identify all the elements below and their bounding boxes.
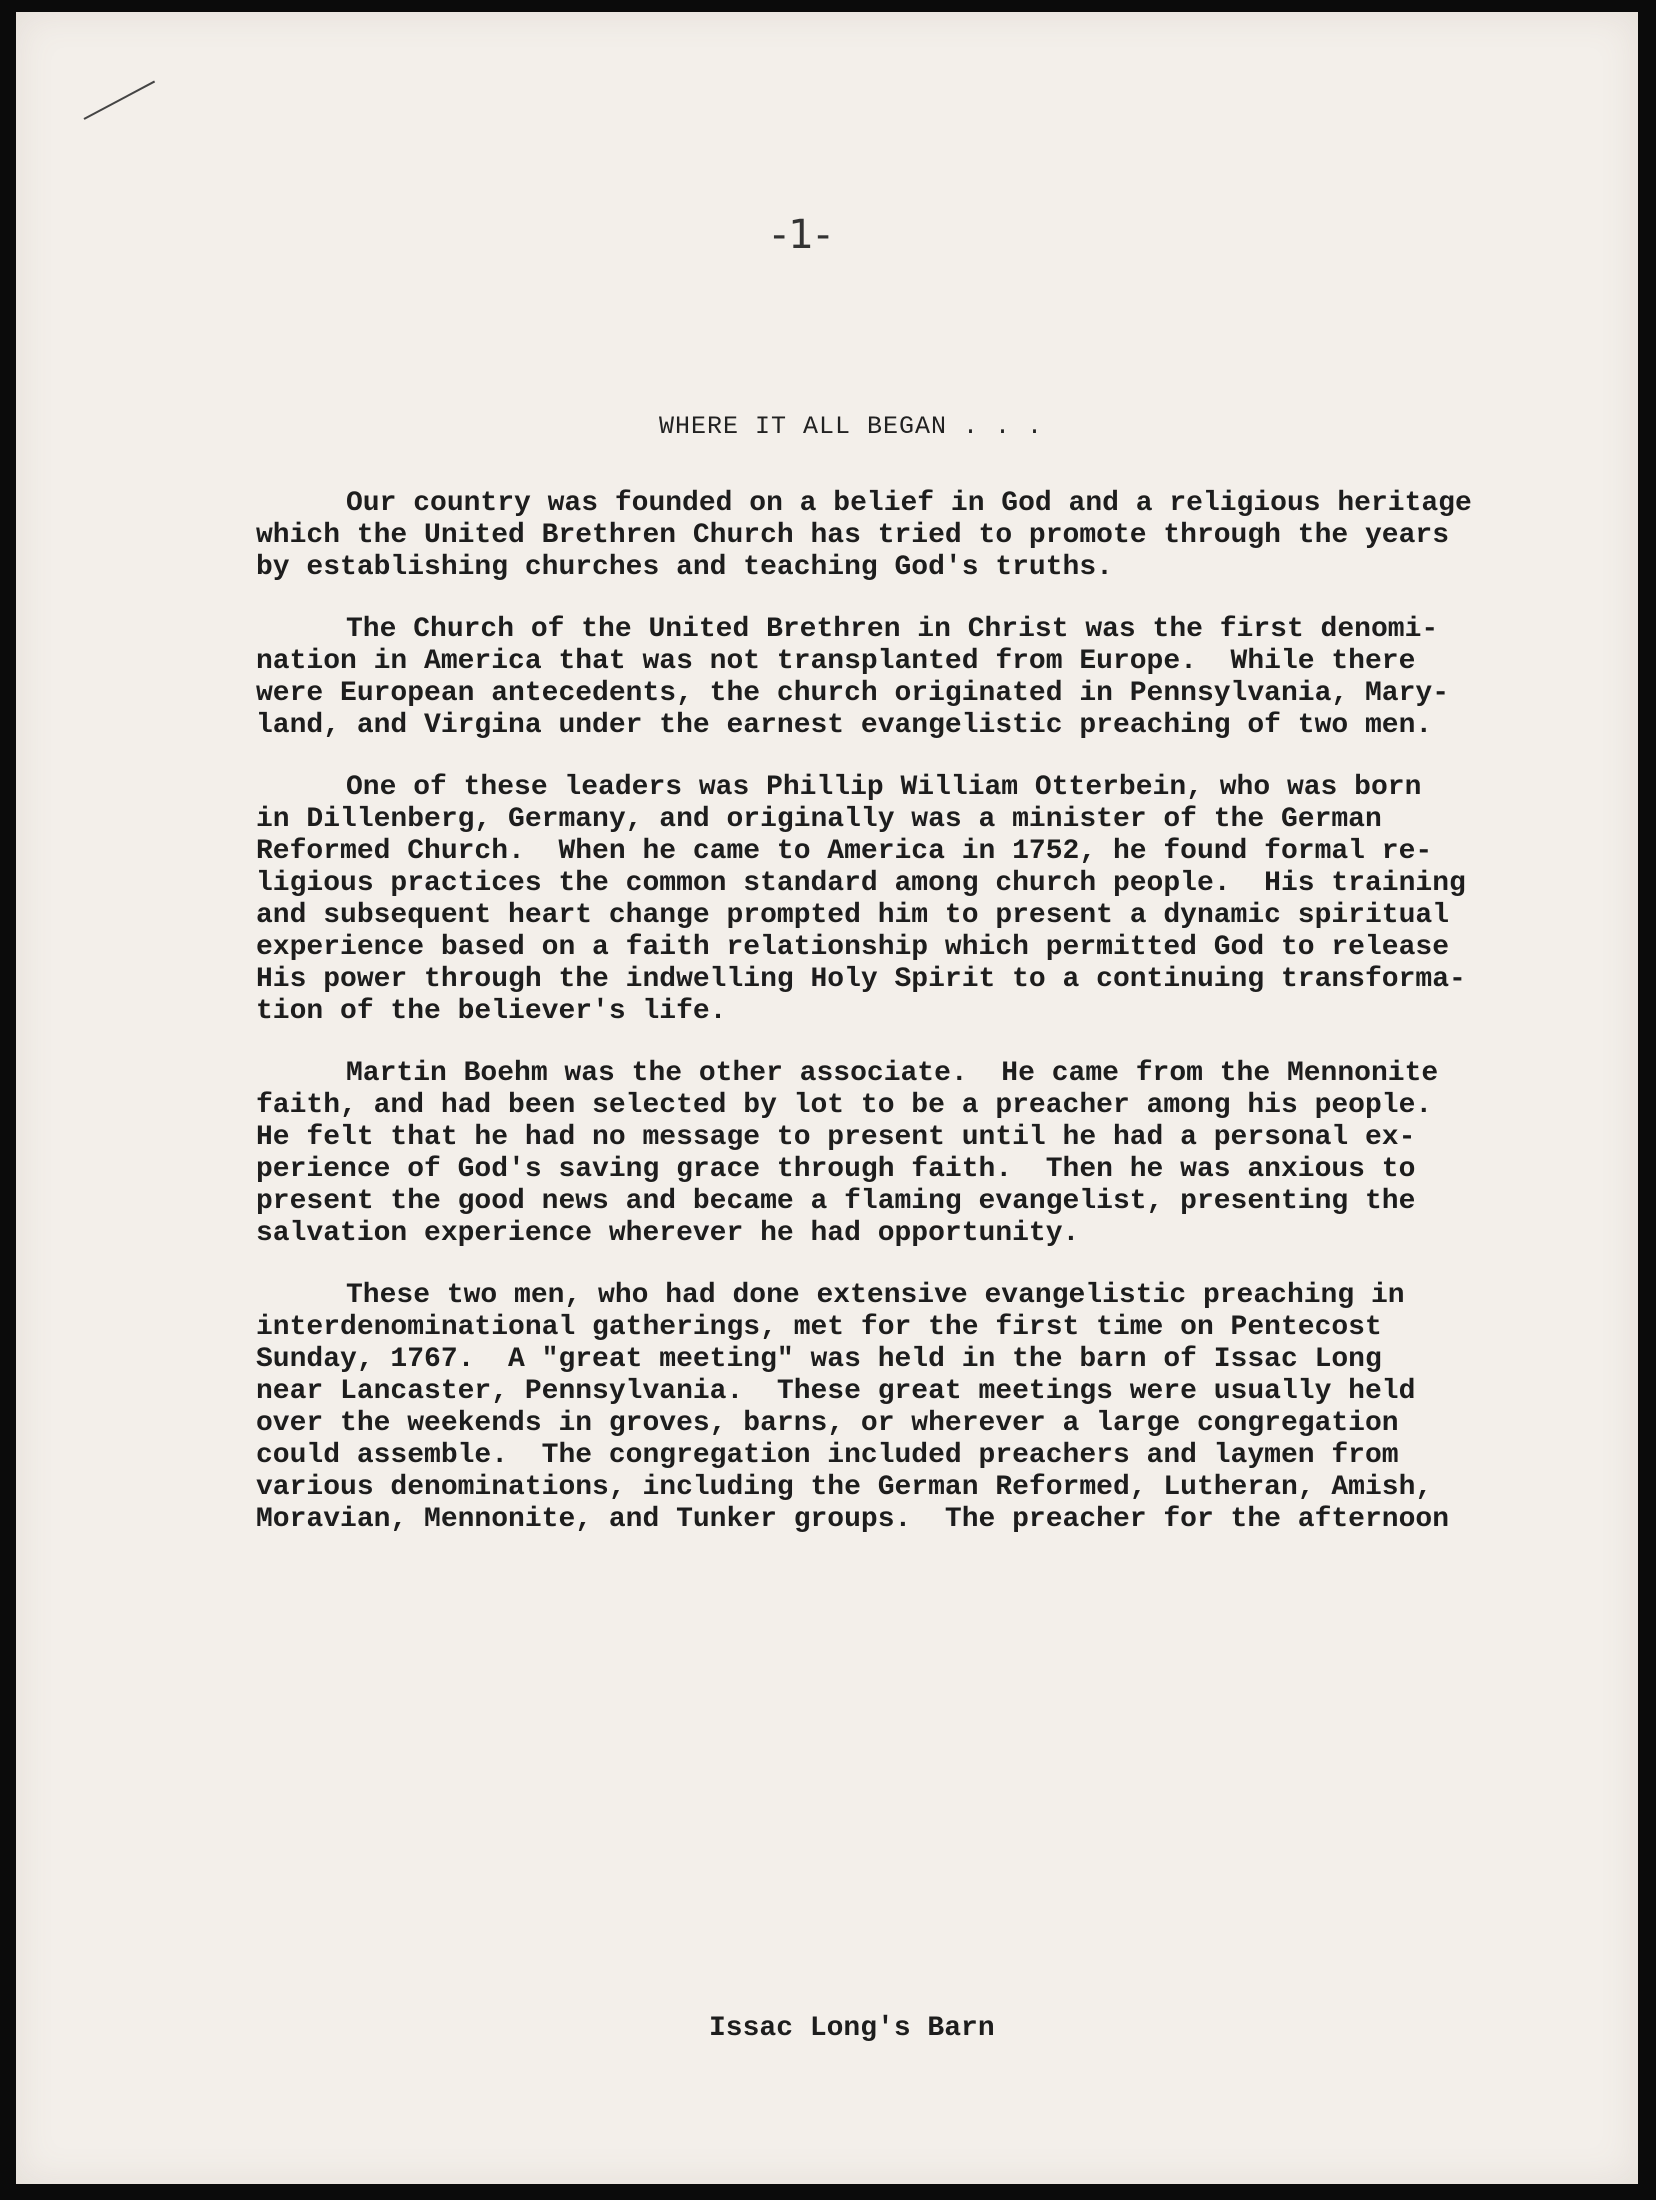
text-line: were European antecedents, the church originated in Pennsylvania, Mary- [256, 678, 1449, 709]
body-text [256, 488, 1476, 1566]
page-number: -1- [772, 212, 833, 258]
text-line: perience of God's saving grace through faith. Then he was anxious to [256, 1154, 1416, 1185]
text-line: interdenominational gatherings, met for the first time on Pentecost [256, 1312, 1382, 1343]
text-line: tion of the believer's life. [256, 996, 727, 1027]
text-line: One of these leaders was Phillip William Otterbein, who was born [346, 772, 1422, 803]
pencil-mark [84, 81, 156, 120]
paragraph-5 [256, 1280, 1476, 1536]
text-line: nation in America that was not transplanted from Europe. While there [256, 646, 1416, 677]
paragraph-1 [256, 488, 1476, 584]
text-line: faith, and had been selected by lot to be a preacher among his people. [256, 1090, 1433, 1121]
text-line: Martin Boehm was the other associate. He came from the Mennonite [346, 1058, 1439, 1089]
typed-page [16, 12, 1638, 2184]
text-line: salvation experience wherever he had opportunity. [256, 1218, 1080, 1249]
text-line: These two men, who had done extensive evangelistic preaching in [346, 1280, 1405, 1311]
text-line: various denominations, including the German Reformed, Lutheran, Amish, [256, 1472, 1433, 1503]
text-line: present the good news and became a flaming evangelist, presenting the [256, 1186, 1416, 1217]
paragraph-3 [256, 772, 1476, 1028]
text-line: in Dillenberg, Germany, and originally was a minister of the German [256, 804, 1382, 835]
text-line: His power through the indwelling Holy Spirit to a continuing transforma- [256, 964, 1466, 995]
text-line: which the United Brethren Church has tried to promote through the years [256, 520, 1449, 551]
text-line: Reformed Church. When he came to America in 1752, he found formal re- [256, 836, 1433, 867]
text-line: Our country was founded on a belief in God and a religious heritage [346, 488, 1472, 519]
text-line: ligious practices the common standard among church people. His training [256, 868, 1466, 899]
text-line: experience based on a faith relationship which permitted God to release [256, 932, 1449, 963]
text-line: by establishing churches and teaching God's truths. [256, 552, 1113, 583]
text-line: and subsequent heart change prompted him to present a dynamic spiritual [256, 900, 1449, 931]
page-title: WHERE IT ALL BEGAN . . . [659, 412, 1044, 441]
text-line: near Lancaster, Pennsylvania. These great meetings were usually held [256, 1376, 1416, 1407]
text-line: over the weekends in groves, barns, or wherever a large congregation [256, 1408, 1399, 1439]
paragraph-4 [256, 1058, 1476, 1250]
text-line: The Church of the United Brethren in Christ was the first denomi- [346, 614, 1439, 645]
text-line: Sunday, 1767. A "great meeting" was held in the barn of Issac Long [256, 1344, 1382, 1375]
image-caption: Issac Long's Barn [709, 2013, 995, 2044]
text-line: He felt that he had no message to present until he had a personal ex- [256, 1122, 1416, 1153]
text-line: land, and Virgina under the earnest evangelistic preaching of two men. [256, 710, 1433, 741]
text-line: could assemble. The congregation included preachers and laymen from [256, 1440, 1399, 1471]
text-line: Moravian, Mennonite, and Tunker groups. The preacher for the afternoon [256, 1504, 1449, 1535]
paragraph-2 [256, 614, 1476, 742]
